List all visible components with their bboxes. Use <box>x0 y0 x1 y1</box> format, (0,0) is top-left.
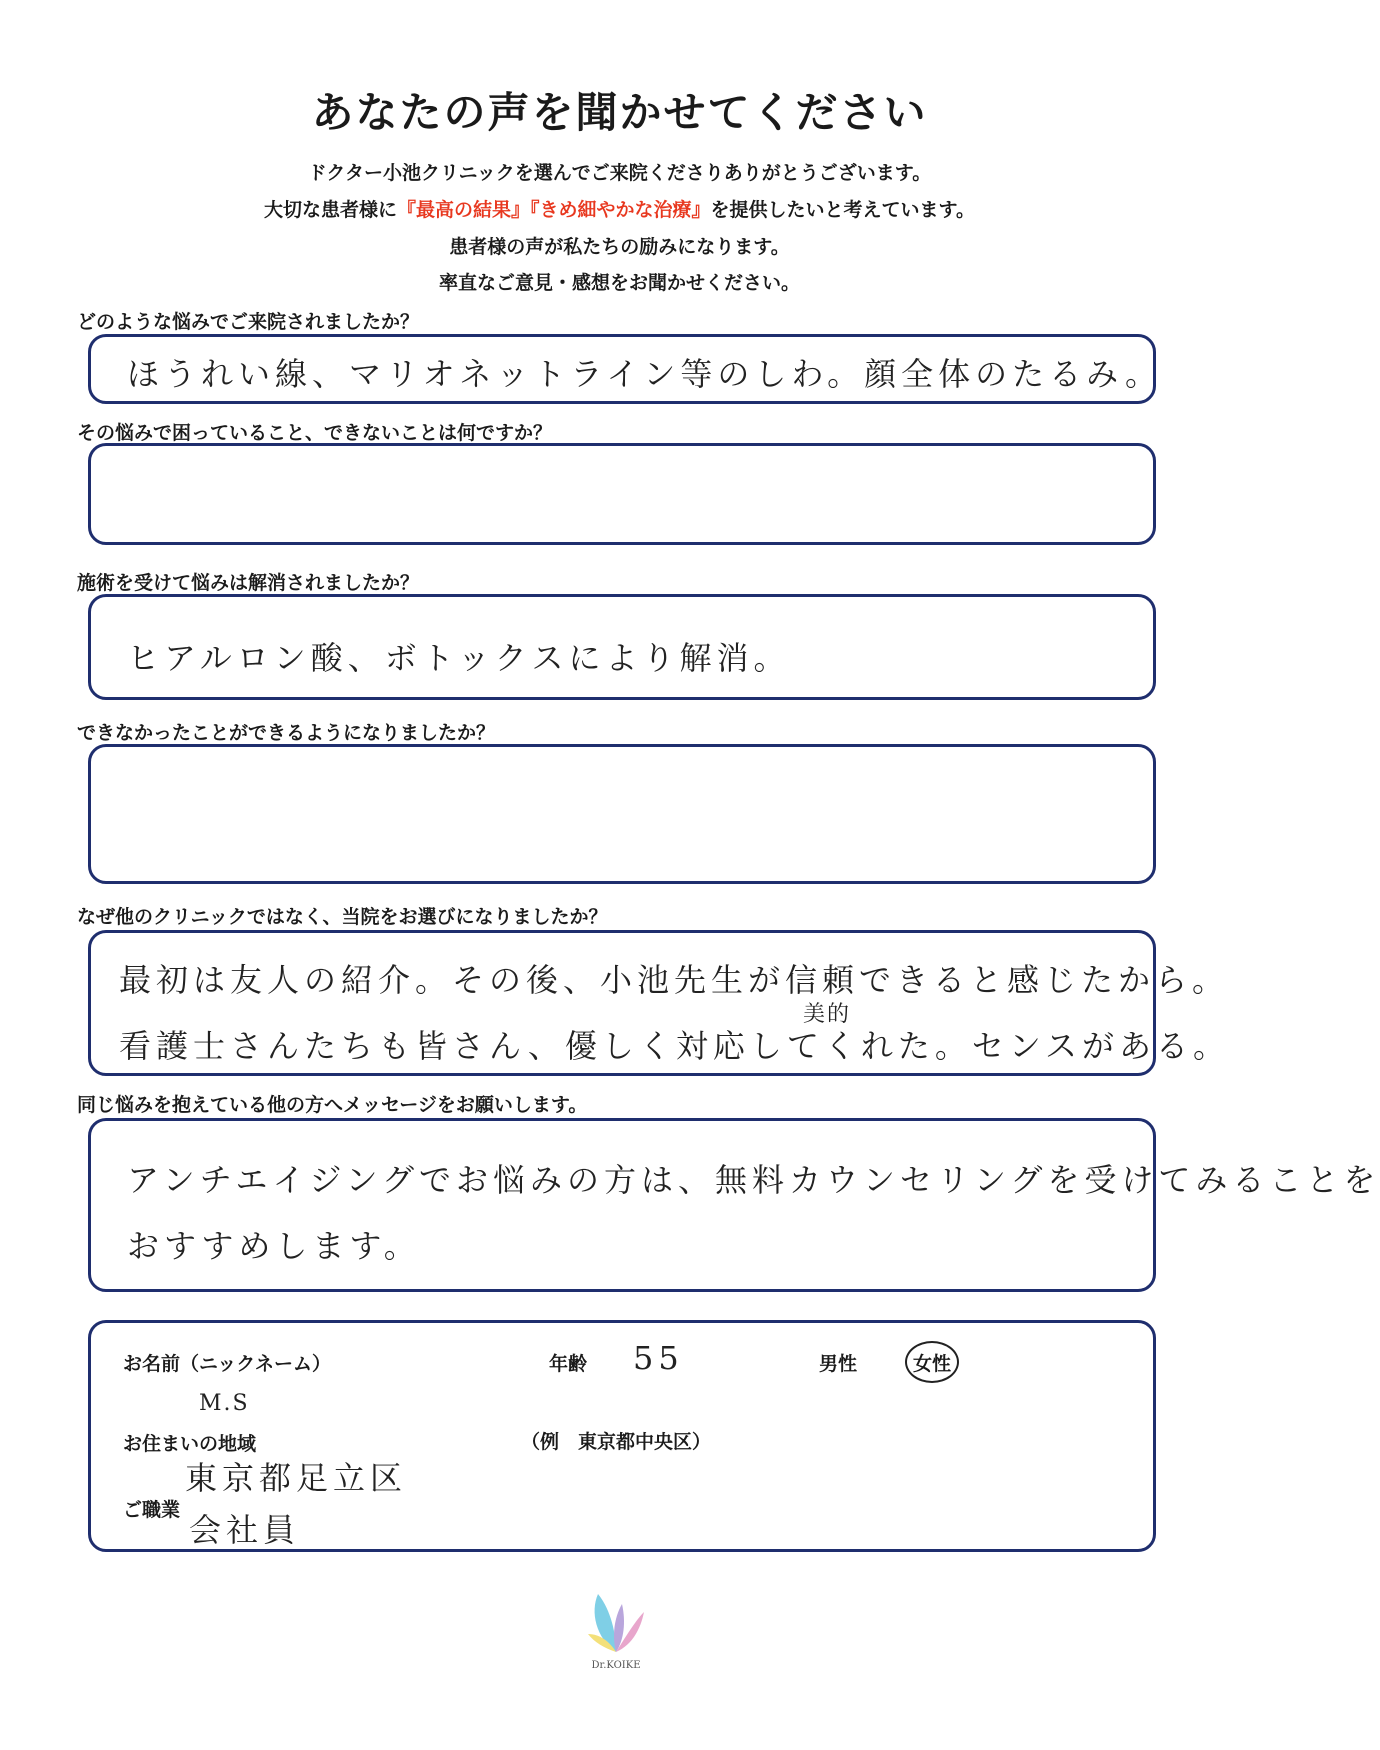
name-value[interactable]: M.S <box>199 1391 250 1416</box>
age-label: 年齢 <box>549 1353 588 1375</box>
area-example: （例 東京都中央区） <box>521 1431 712 1453</box>
question-4-answer-box[interactable] <box>88 744 1156 884</box>
question-1-answer-line-1: ほうれい線、マリオネットライン等のしわ。顔全体のたるみ。 <box>127 355 1163 393</box>
question-6-label: 同じ悩みを抱えている他の方へメッセージをお願いします。 <box>77 1094 588 1116</box>
job-value[interactable]: 会社員 <box>189 1511 301 1549</box>
question-5-answer-box[interactable] <box>88 930 1230 1076</box>
question-2-label: その悩みで困っていること、できないことは何ですか？ <box>77 422 553 444</box>
question-6-answer-line-2: おすすめします。 <box>127 1227 421 1265</box>
logo-text: Dr.KOIKE <box>591 1660 641 1671</box>
gender-selection-circle <box>905 1341 959 1383</box>
question-3-label: 施術を受けて悩みは解消されましたか？ <box>77 572 420 594</box>
question-6-answer-line-1: アンチエイジングでお悩みの方は、無料カウンセリングを受けてみることを <box>127 1161 1380 1199</box>
area-value[interactable]: 東京都足立区 <box>185 1459 408 1497</box>
question-6-answer-box[interactable] <box>88 1118 1380 1292</box>
feather-logo-icon <box>586 1590 646 1660</box>
intro-highlight: 『最高の結果』『きめ細やかな治療』 <box>397 199 711 221</box>
intro-line-4: 率直なご意見・感想をお聞かせください。 <box>438 272 800 294</box>
intro-line-2-post: を提供したいと考えています。 <box>710 199 975 221</box>
intro-line-1: ドクター小池クリニックを選んでご来院くださりありがとうございます。 <box>307 162 932 184</box>
female-option[interactable]: 女性 <box>913 1353 952 1375</box>
intro-line-2 <box>0 195 1239 222</box>
name-label: お名前（ニックネーム） <box>123 1353 332 1375</box>
intro-line-3: 患者様の声が私たちの励みになります。 <box>449 236 790 258</box>
question-1-answer-box[interactable] <box>88 334 1163 404</box>
question-4-label: できなかったことができるようになりましたか？ <box>77 722 496 744</box>
question-1-label: どのような悩みでご来院されましたか？ <box>77 311 420 333</box>
question-5-answer-line-2: 看護士さんたちも皆さん、優しく対応してくれた。センスがある。 <box>119 1027 1230 1065</box>
page-title: あなたの声を聞かせてください <box>311 88 928 137</box>
question-5-answer-line-1: 最初は友人の紹介。その後、小池先生が信頼できると感じたから。 <box>119 961 1230 999</box>
question-3-answer-line-1: ヒアルロン酸、ボトックスにより解消。 <box>127 639 791 677</box>
profile-box <box>88 1320 1156 1552</box>
question-5-label: なぜ他のクリニックではなく、当院をお選びになりましたか？ <box>77 906 608 928</box>
age-value[interactable]: 55 <box>633 1339 684 1377</box>
question-5-answer-note: 美的 <box>803 1002 852 1027</box>
male-option[interactable]: 男性 <box>819 1353 858 1375</box>
job-label: ご職業 <box>123 1499 181 1521</box>
question-3-answer-box[interactable] <box>88 594 1156 700</box>
intro-line-2-pre: 大切な患者様に <box>263 199 397 221</box>
question-2-answer-box[interactable] <box>88 443 1156 545</box>
area-label: お住まいの地域 <box>123 1433 257 1455</box>
